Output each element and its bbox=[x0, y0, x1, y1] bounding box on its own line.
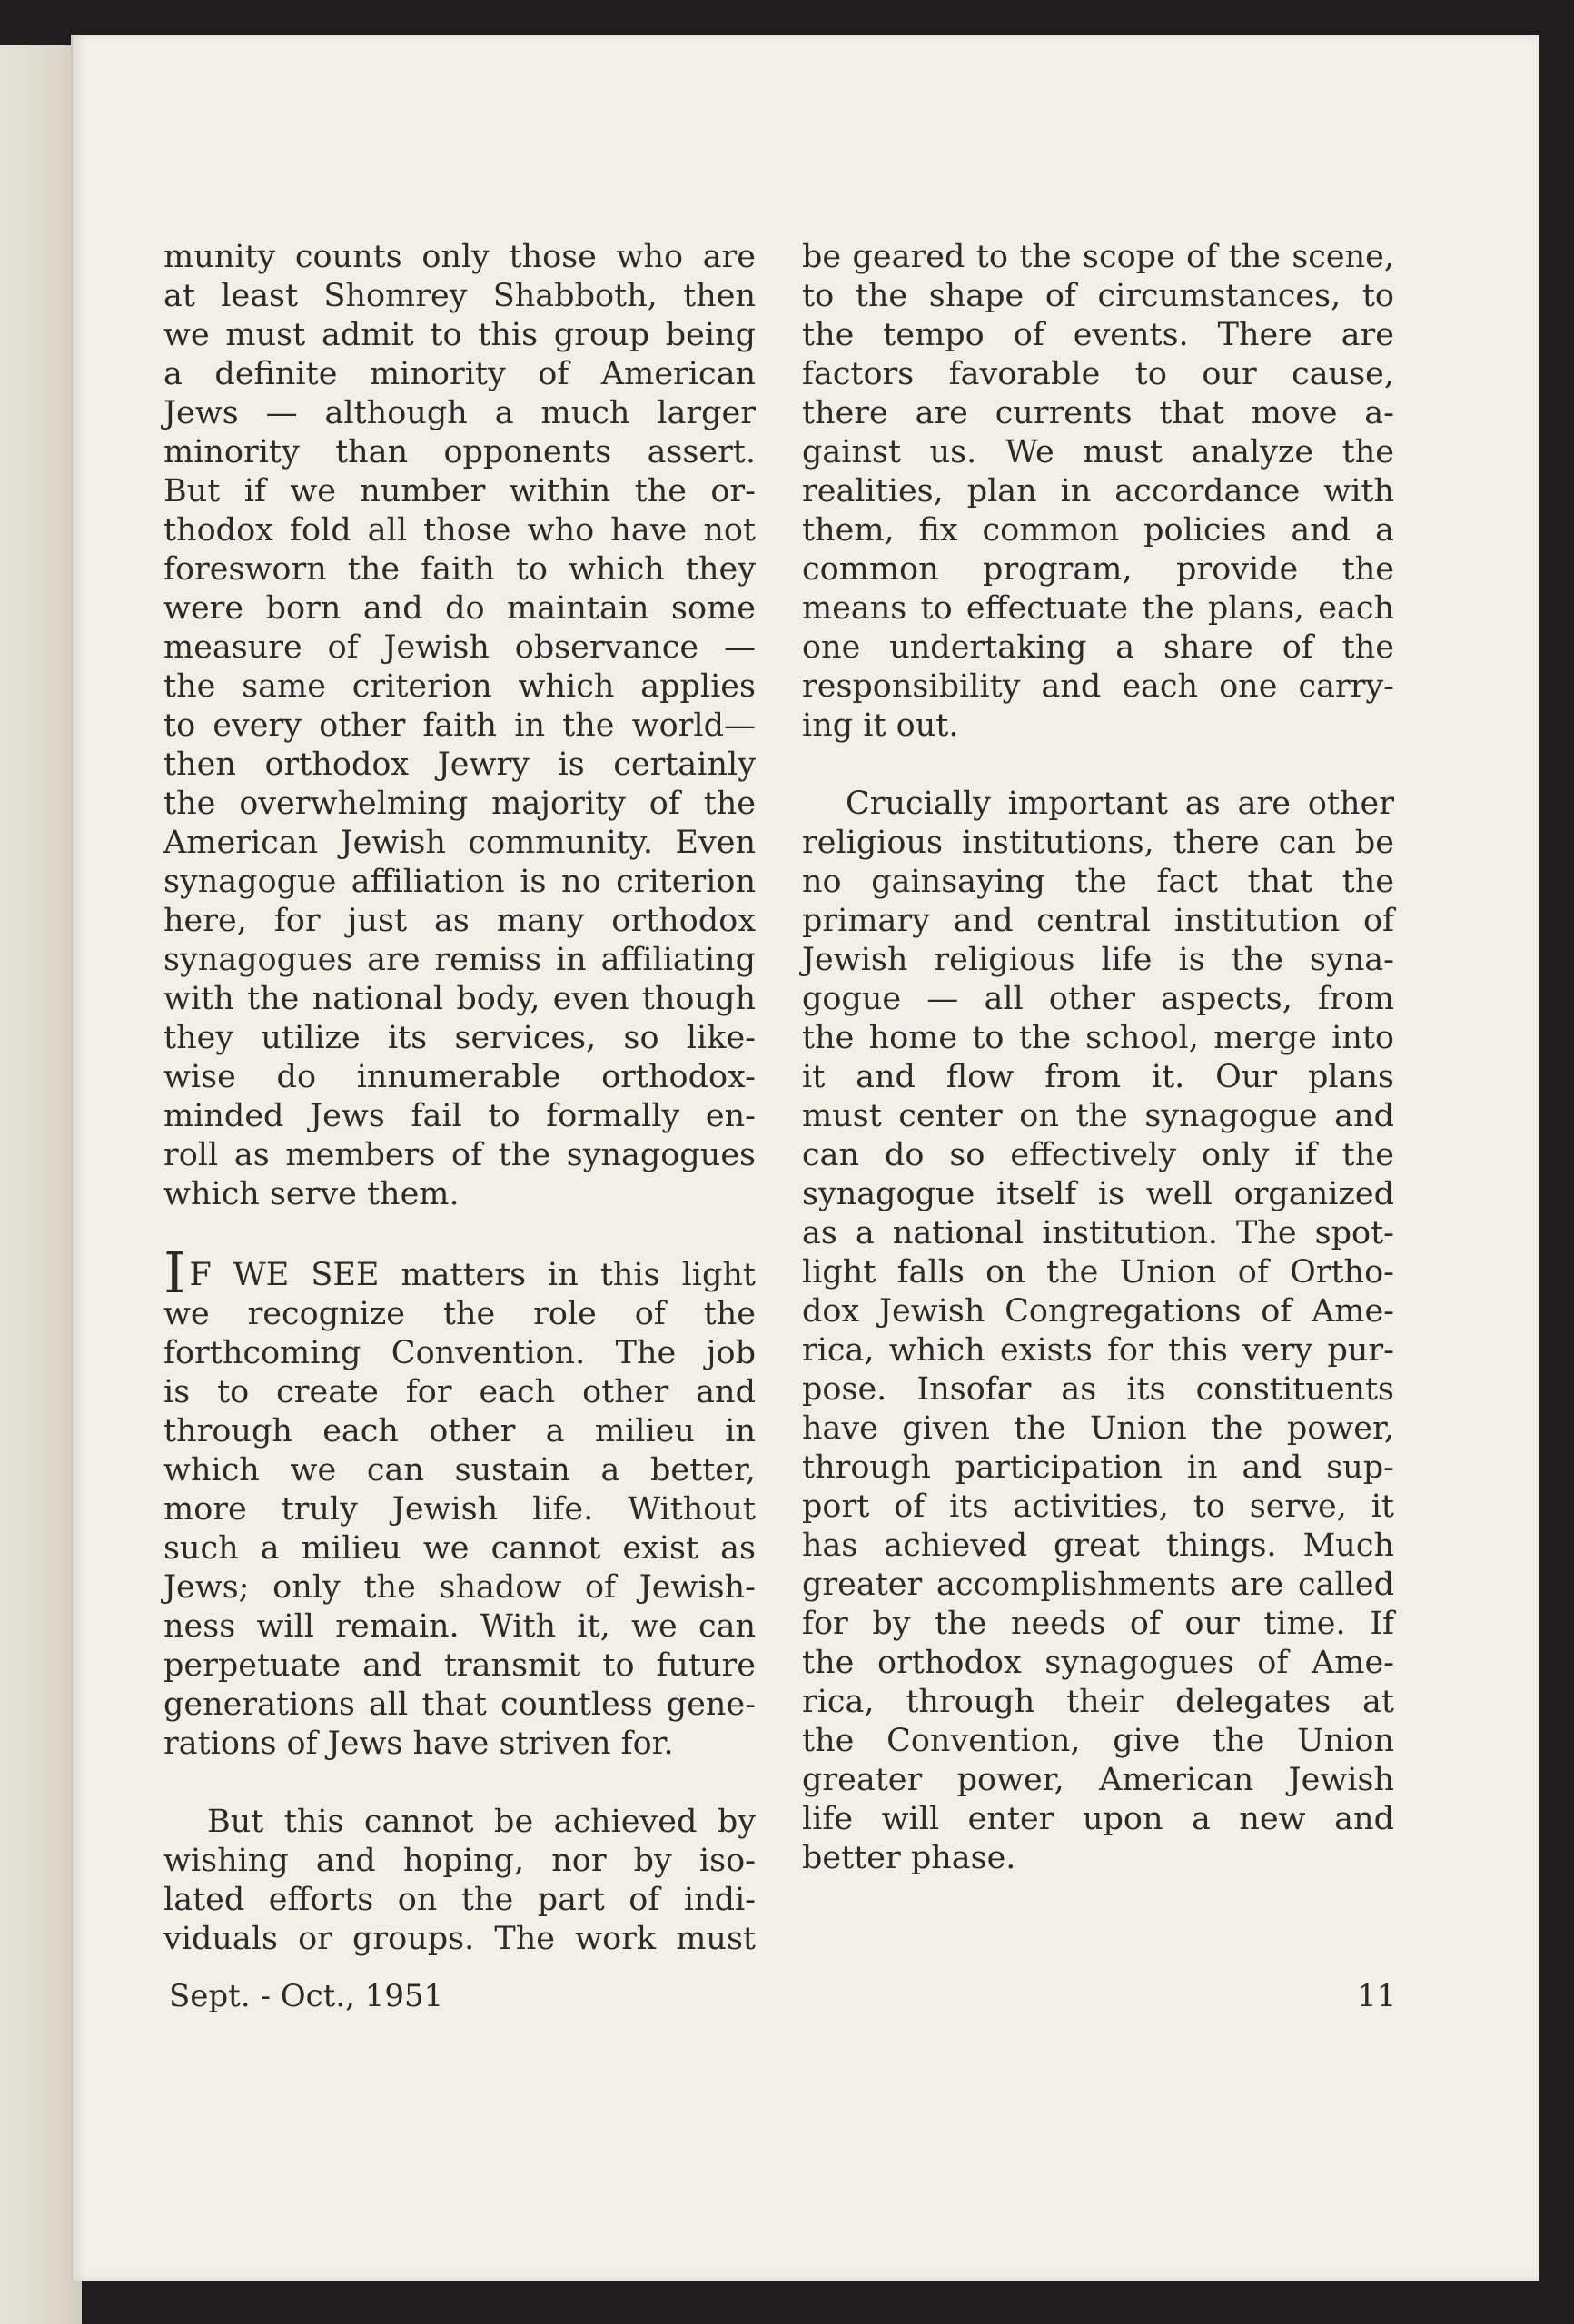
text-line: better phase. bbox=[802, 1840, 1016, 1876]
text-line: through participation in and sup- bbox=[802, 1449, 1394, 1486]
text-line: as a national institution. The spot- bbox=[802, 1215, 1394, 1251]
text-line: greater accomplishments are called bbox=[802, 1567, 1394, 1603]
text-line: foresworn the faith to which they bbox=[163, 551, 756, 588]
text-line: realities, plan in accordance with bbox=[802, 473, 1394, 509]
text-line: synagogue itself is well organized bbox=[802, 1176, 1394, 1212]
dropcap-line bbox=[163, 1240, 756, 1306]
text-line: which serve them. bbox=[163, 1176, 460, 1212]
text-line: measure of Jewish observance — bbox=[163, 629, 756, 666]
text-line: is to create for each other and bbox=[163, 1374, 756, 1410]
text-line: minority than opponents assert. bbox=[163, 434, 756, 470]
text-line: Crucially important as are other bbox=[846, 786, 1394, 822]
page-number: 11 bbox=[1357, 1978, 1397, 2014]
right-paragraph-2 bbox=[802, 785, 1394, 1878]
text-line: at least Shomrey Shabboth, then bbox=[163, 278, 756, 314]
text-line: F WE SEE matters in this light bbox=[189, 1257, 756, 1293]
text-line: Jews; only the shadow of Jewish- bbox=[163, 1569, 756, 1606]
left-paragraph-2 bbox=[163, 1240, 756, 1764]
text-line: lated efforts on the part of indi- bbox=[163, 1882, 756, 1918]
paragraph-gap bbox=[802, 746, 1394, 785]
text-line: to the shape of circumstances, to bbox=[802, 278, 1394, 314]
text-line: But this cannot be achieved by bbox=[207, 1804, 756, 1840]
text-line: them, fix common policies and a bbox=[802, 512, 1394, 549]
left-column bbox=[163, 238, 756, 1959]
text-line: a definite minority of American bbox=[163, 356, 756, 392]
text-line: for by the needs of our time. If bbox=[802, 1606, 1394, 1642]
text-line: light falls on the Union of Ortho- bbox=[802, 1254, 1394, 1291]
issue-date: Sept. - Oct., 1951 bbox=[169, 1978, 444, 2014]
text-line: religious institutions, there can be bbox=[802, 825, 1394, 861]
text-line: synagogues are remiss in affiliating bbox=[163, 942, 756, 978]
text-line: primary and central institution of bbox=[802, 903, 1394, 939]
text-line: viduals or groups. The work must bbox=[163, 1921, 756, 1957]
text-line: they utilize its services, so like- bbox=[163, 1020, 756, 1056]
text-line: we must admit to this group being bbox=[163, 317, 756, 353]
text-line: the tempo of events. There are bbox=[802, 317, 1394, 353]
text-line: must center on the synagogue and bbox=[802, 1098, 1394, 1134]
binding-spine bbox=[0, 45, 82, 2324]
text-line: through each other a milieu in bbox=[163, 1413, 756, 1449]
text-line: then orthodox Jewry is certainly bbox=[163, 747, 756, 783]
text-line: the orthodox synagogues of Ame- bbox=[802, 1645, 1394, 1681]
text-line: American Jewish community. Even bbox=[163, 825, 756, 861]
text-line: gainst us. We must analyze the bbox=[802, 434, 1394, 470]
text-line: wishing and hoping, nor by iso- bbox=[163, 1843, 756, 1879]
text-line: pose. Insofar as its constituents bbox=[802, 1371, 1394, 1408]
text-line: one undertaking a share of the bbox=[802, 629, 1394, 666]
text-line: life will enter upon a new and bbox=[802, 1801, 1394, 1837]
text-line: rica, through their delegates at bbox=[802, 1684, 1394, 1720]
text-line: port of its activities, to serve, it bbox=[802, 1488, 1394, 1525]
text-line: the overwhelming majority of the bbox=[163, 786, 756, 822]
text-line: minded Jews fail to formally en- bbox=[163, 1098, 756, 1134]
text-line: it and flow from it. Our plans bbox=[802, 1059, 1394, 1095]
text-line: dox Jewish Congregations of Ame- bbox=[802, 1293, 1394, 1330]
text-line: Jewish religious life is the syna- bbox=[802, 942, 1394, 978]
text-line: no gainsaying the fact that the bbox=[802, 864, 1394, 900]
paragraph-gap bbox=[163, 1764, 756, 1803]
text-line: the home to the school, merge into bbox=[802, 1020, 1394, 1056]
text-line: more truly Jewish life. Without bbox=[163, 1491, 756, 1528]
drop-cap: I bbox=[163, 1240, 186, 1306]
text-line: there are currents that move a- bbox=[802, 395, 1394, 431]
text-line: to every other faith in the world— bbox=[163, 707, 756, 744]
text-line: we recognize the role of the bbox=[163, 1296, 756, 1332]
text-line: such a milieu we cannot exist as bbox=[163, 1530, 756, 1567]
text-line: the Convention, give the Union bbox=[802, 1723, 1394, 1759]
text-line: can do so effectively only if the bbox=[802, 1137, 1394, 1173]
text-line: thodox fold all those who have not bbox=[163, 512, 756, 549]
text-line: munity counts only those who are bbox=[163, 239, 756, 275]
text-line: which we can sustain a better, bbox=[163, 1452, 756, 1488]
text-line: has achieved great things. Much bbox=[802, 1528, 1394, 1564]
paragraph-gap bbox=[163, 1214, 756, 1253]
text-line: generations all that countless gene- bbox=[163, 1686, 756, 1723]
text-line: ing it out. bbox=[802, 707, 959, 744]
left-paragraph-1 bbox=[163, 238, 756, 1214]
text-line: were born and do maintain some bbox=[163, 590, 756, 627]
text-line: rations of Jews have striven for. bbox=[163, 1726, 674, 1762]
text-line: have given the Union the power, bbox=[802, 1410, 1394, 1447]
text-line: Jews — although a much larger bbox=[163, 395, 756, 431]
text-line: wise do innumerable orthodox- bbox=[163, 1059, 756, 1095]
text-line: forthcoming Convention. The job bbox=[163, 1335, 756, 1371]
text-line: gogue — all other aspects, from bbox=[802, 981, 1394, 1017]
text-line: greater power, American Jewish bbox=[802, 1762, 1394, 1798]
text-line: roll as members of the synagogues bbox=[163, 1137, 756, 1173]
text-line: rica, which exists for this very pur- bbox=[802, 1332, 1394, 1369]
text-line: synagogue affiliation is no criterion bbox=[163, 864, 756, 900]
left-paragraph-3 bbox=[163, 1803, 756, 1959]
text-line: responsibility and each one carry- bbox=[802, 668, 1394, 705]
right-paragraph-1 bbox=[802, 238, 1394, 746]
text-line: means to effectuate the plans, each bbox=[802, 590, 1394, 627]
text-line: perpetuate and transmit to future bbox=[163, 1647, 756, 1684]
text-line: But if we number within the or- bbox=[163, 473, 756, 509]
text-line: be geared to the scope of the scene, bbox=[802, 239, 1394, 275]
text-line: ness will remain. With it, we can bbox=[163, 1608, 756, 1645]
text-line: here, for just as many orthodox bbox=[163, 903, 756, 939]
text-line: the same criterion which applies bbox=[163, 668, 756, 705]
text-line: with the national body, even though bbox=[163, 981, 756, 1017]
text-line: common program, provide the bbox=[802, 551, 1394, 588]
right-column bbox=[802, 238, 1394, 1878]
text-line: factors favorable to our cause, bbox=[802, 356, 1394, 392]
